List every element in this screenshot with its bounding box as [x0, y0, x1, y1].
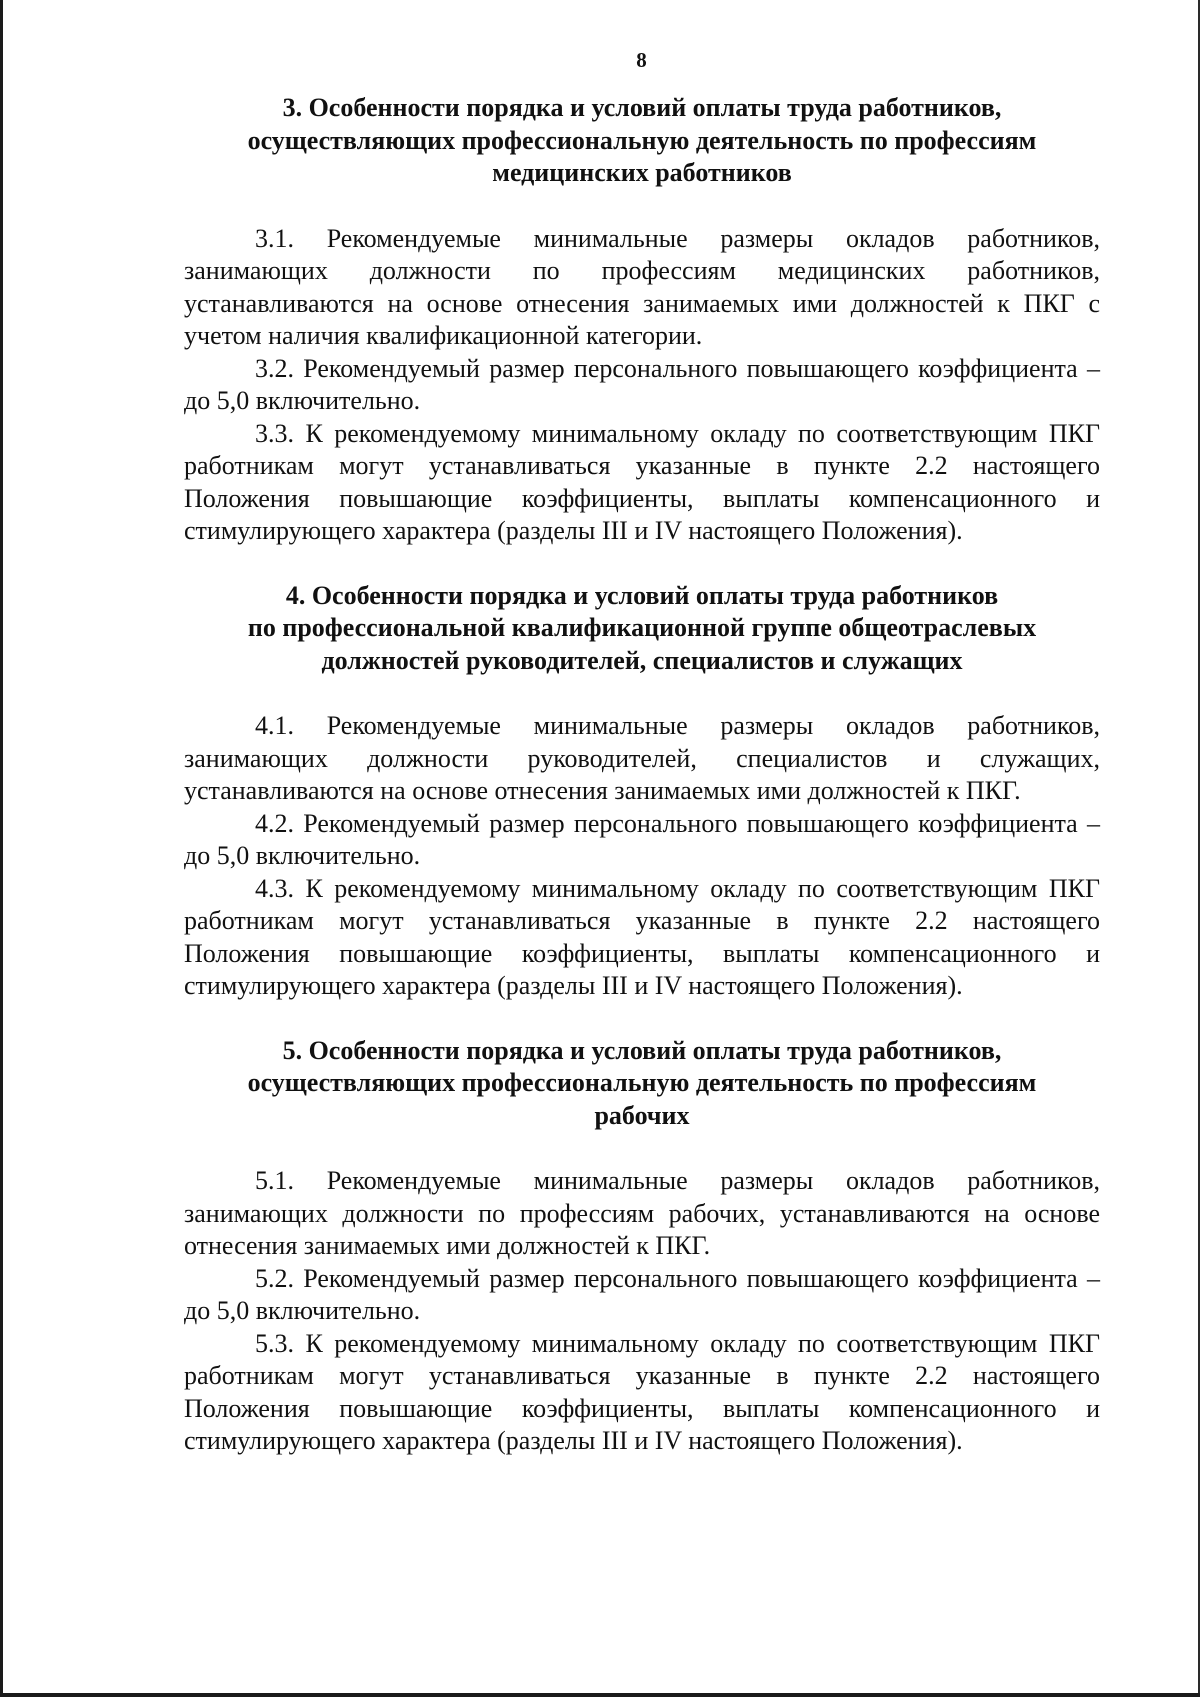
page-number: 8 — [636, 48, 647, 72]
paragraph-4-1: 4.1. Рекомендуемые минимальные размеры окладов работников, занимающих должности руководителей, специалистов и служащих, устанавливаются на основе отнесения занимаемых ими должностей к ПКГ. — [184, 711, 1100, 805]
paragraph-3-3: 3.3. К рекомендуемому минимальному окладу по соответствующим ПКГ работникам могут устанавливаться указанные в пункте 2.2 настоящего Положения повышающие коэффициенты, выплаты компенсационного и стимулирующего характера (разделы III и IV настоящего Положения). — [184, 418, 1100, 545]
section-3 — [184, 92, 1100, 548]
paragraph-5-2: 5.2. Рекомендуемый размер персонального повышающего коэффициента – до 5,0 включительно. — [184, 1263, 1100, 1325]
document-body — [184, 92, 1100, 1458]
paragraph-3-1: 3.1. Рекомендуемые минимальные размеры окладов работников, занимающих должности по профессиям медицинских работников, устанавливаются на основе отнесения занимаемых ими должностей к ПКГ с учетом наличия квалификационной категории. — [184, 223, 1100, 350]
scan-edge-left — [0, 0, 3, 1697]
paragraph-4-2: 4.2. Рекомендуемый размер персонального повышающего коэффициента – до 5,0 включительно. — [184, 808, 1100, 870]
paragraph-4-3: 4.3. К рекомендуемому минимальному окладу по соответствующим ПКГ работникам могут устанавливаться указанные в пункте 2.2 настоящего Положения повышающие коэффициенты, выплаты компенсационного и стимулирующего характера (разделы III и IV настоящего Положения). — [184, 873, 1100, 1000]
heading-line: должностей руководителей, специалистов и служащих — [321, 645, 963, 675]
section-5 — [184, 1035, 1100, 1458]
scan-edge-bottom — [0, 1693, 1200, 1697]
paragraph-5-1: 5.1. Рекомендуемые минимальные размеры окладов работников, занимающих должности по профессиям рабочих, устанавливаются на основе отнесения занимаемых ими должностей к ПКГ. — [184, 1166, 1100, 1260]
heading-line: по профессиональной квалификационной группе общеотраслевых — [247, 613, 1037, 642]
paragraph-5-3: 5.3. К рекомендуемому минимальному окладу по соответствующим ПКГ работникам могут устанавливаться указанные в пункте 2.2 настоящего Положения повышающие коэффициенты, выплаты компенсационного и стимулирующего характера (разделы III и IV настоящего Положения). — [184, 1328, 1100, 1455]
heading-line: медицинских работников — [492, 158, 792, 187]
heading-line: осуществляющих профессиональную деятельность по профессиям — [247, 1068, 1037, 1097]
heading-line: 5. Особенности порядка и условий оплаты труда работников, — [282, 1035, 1002, 1065]
section-heading — [184, 92, 1100, 190]
heading-line: осуществляющих профессиональную деятельность по профессиям — [247, 125, 1037, 155]
heading-line: 3. Особенности порядка и условий оплаты труда работников, — [282, 93, 1002, 122]
heading-line: рабочих — [594, 1100, 690, 1130]
section-heading — [184, 580, 1100, 678]
heading-line: 4. Особенности порядка и условий оплаты труда работников — [285, 580, 999, 610]
paragraph-3-2: 3.2. Рекомендуемый размер персонального повышающего коэффициента – до 5,0 включительно. — [184, 353, 1100, 415]
section-4 — [184, 580, 1100, 1003]
section-heading — [184, 1035, 1100, 1133]
